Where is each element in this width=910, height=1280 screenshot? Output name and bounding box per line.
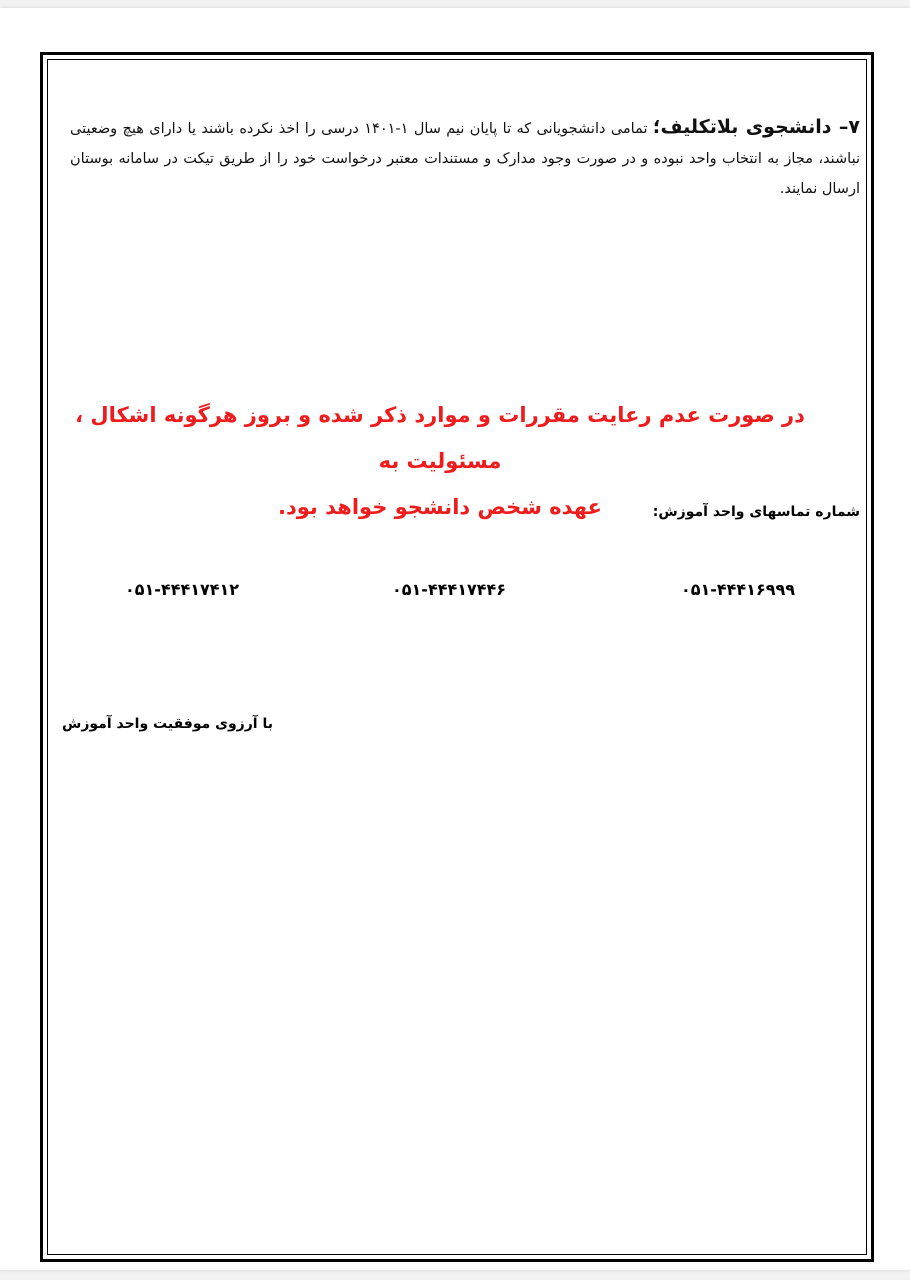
page-border-inner — [47, 59, 867, 1255]
contacts-title: شماره تماسهای واحد آموزش: — [652, 504, 860, 520]
warning-line-1: در صورت عدم رعایت مقررات و موارد ذکر شده و بروز هرگونه اشکال ، مسئولیت به — [75, 403, 805, 473]
section-7-body: تمامی دانشجویانی که تا پایان نیم سال ۱-۱۴۰۱ درسی را اخذ نکرده باشند یا دارای هیچ وضعیتی نباشند، مجاز به انتخاب واحد نبوده و در صورت وجود مدارک و مستندات معتبر درخواست خود را از طریق تیکت در سامانه بوستان ارسال نمایند. — [70, 121, 860, 197]
section-7-heading: ۷– دانشجوی بلاتکلیف؛ — [652, 116, 861, 138]
section-7-paragraph — [70, 112, 860, 204]
phone-number-1: ۰۵۱-۴۴۴۱۶۹۹۹ — [680, 580, 795, 599]
page-border — [40, 52, 874, 1262]
closing-note: با آرزوی موفقیت واحد آموزش — [62, 716, 273, 732]
phone-number-3: ۰۵۱-۴۴۴۱۷۴۱۲ — [125, 580, 240, 599]
warning-line-2: عهده شخص دانشجو خواهد بود. — [278, 495, 602, 519]
phone-number-2: ۰۵۱-۴۴۴۱۷۴۴۶ — [392, 580, 507, 599]
